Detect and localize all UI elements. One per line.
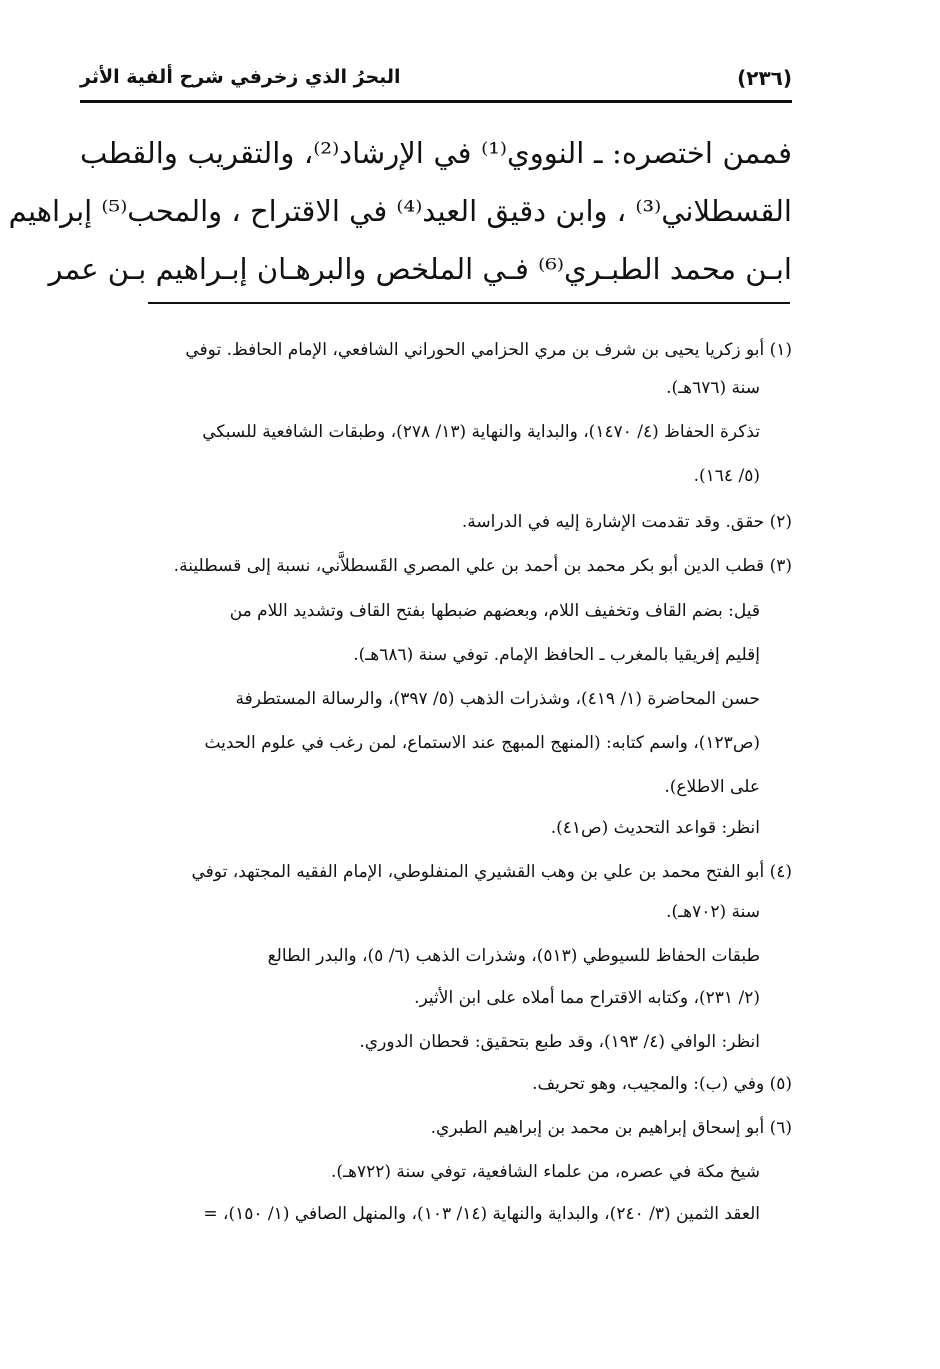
main-text (8, 124, 792, 298)
footnote-line: شيخ مكة في عصره، من علماء الشافعية، توفي سنة (٧٢٢هـ). (331, 1162, 760, 1182)
running-title: البحرُ الذي زخرفي شرح ألفية الأثر (80, 66, 401, 88)
footnote-line: (٤) أبو الفتح محمد بن علي بن وهب القشيري المنفلوطي، الإمام الفقيه المجتهد، توفي (191, 862, 792, 882)
footnote-line: سنة (٦٧٦هـ). (666, 378, 760, 398)
footnote-line: إقليم إفريقيا بالمغرب ـ الحافظ الإمام. توفي سنة (٦٨٦هـ). (353, 645, 760, 665)
footnote-line: حسن المحاضرة (١/ ٤١٩)، وشذرات الذهب (٥/ ٣٩٧)، والرسالة المستطرفة (235, 689, 760, 709)
footnote-line: العقد الثمين (٣/ ٢٤٠)، والبداية والنهاية (١٤/ ١٠٣)، والمنهل الصافي (١/ ١٥٠)، = (203, 1204, 760, 1224)
footnote-line: (٢/ ٢٣١)، وكتابه الاقتراح مما أملاه على ابن الأثير. (414, 988, 760, 1008)
footnote-line: (٥/ ١٦٤). (693, 466, 760, 486)
main-text-line: فممن اختصره: ـ النووي⁽¹⁾ في الإرشاد⁽²⁾، والتقريب والقطب (80, 136, 792, 170)
footnote-separator (148, 302, 790, 304)
footnote-line: (١) أبو زكريا يحيى بن شرف بن مري الحزامي الحوراني الشافعي، الإمام الحافظ. توفي (185, 340, 792, 360)
main-text-line: القسطلاني⁽³⁾ ، وابن دقيق العيد⁽⁴⁾ في الاقتراح ، والمحب⁽⁵⁾ إبراهيم (8, 194, 792, 228)
page-number: (٢٣٦) (737, 66, 792, 90)
footnote-line: انظر: الوافي (٤/ ١٩٣)، وقد طبع بتحقيق: قحطان الدوري. (359, 1032, 760, 1052)
main-text-line: ابـن محمد الطبـري⁽⁶⁾ فـي الملخص والبرهـان إبـراهيم بـن عمر (48, 252, 792, 286)
footnote-line: (ص١٢٣)، واسم كتابه: (المنهج المبهج عند الاستماع، لمن رغب في علوم الحديث (204, 733, 760, 753)
footnote-line: انظر: قواعد التحديث (ص٤١). (550, 818, 760, 838)
footnote-line: قيل: بضم القاف وتخفيف اللام، وبعضهم ضبطها بفتح القاف وتشديد اللام من (229, 601, 760, 621)
footnote-line: (٢) حقق. وقد تقدمت الإشارة إليه في الدراسة. (461, 512, 792, 532)
footnote-line: (٣) قطب الدين أبو بكر محمد بن أحمد بن علي المصري القَسطلاَّني، نسبة إلى قسطلينة. (173, 556, 792, 576)
running-header (80, 60, 792, 103)
footnote-line: سنة (٧٠٢هـ). (666, 902, 760, 922)
footnote-line: تذكرة الحفاظ (٤/ ١٤٧٠)، والبداية والنهاية (١٣/ ٢٧٨)، وطبقات الشافعية للسبكي (202, 422, 760, 442)
footnote-line: طبقات الحفاظ للسيوطي (٥١٣)، وشذرات الذهب (٦/ ٥)، والبدر الطالع (267, 946, 760, 966)
footnote-line: على الاطلاع). (664, 777, 760, 797)
footnote-line: (٥) وفي (ب): والمجيب، وهو تحريف. (532, 1074, 792, 1094)
footnote-line: (٦) أبو إسحاق إبراهيم بن محمد بن إبراهيم الطبري. (430, 1118, 792, 1138)
